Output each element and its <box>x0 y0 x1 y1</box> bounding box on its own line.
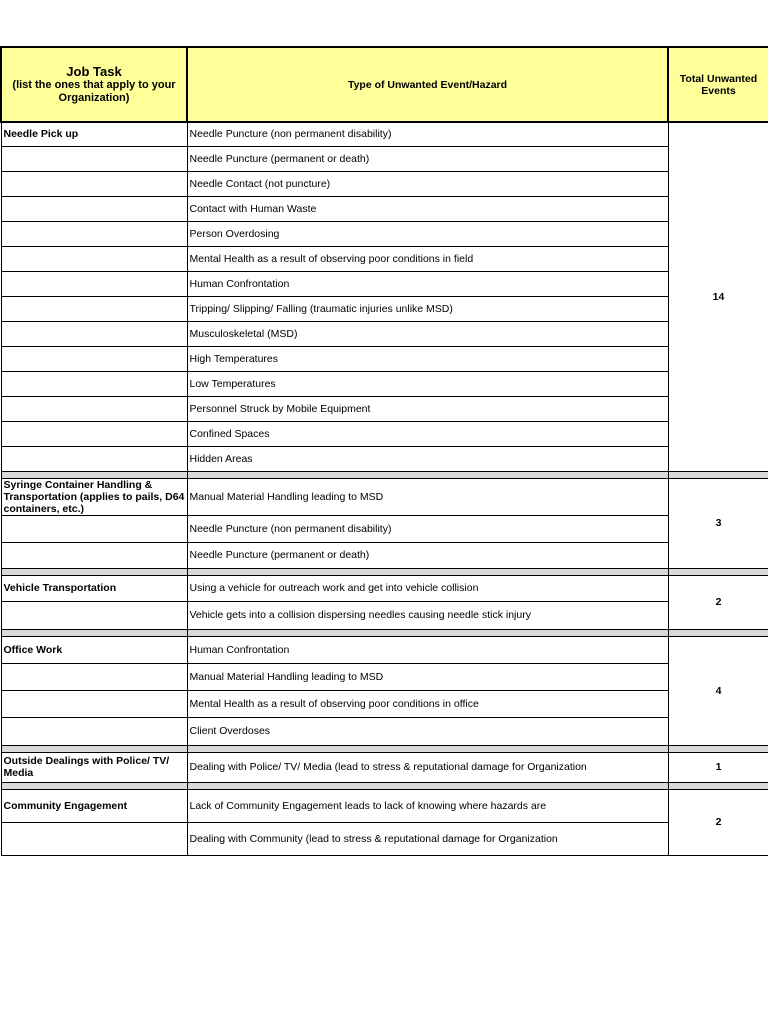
total-events-cell[interactable]: 14 <box>668 122 768 471</box>
job-task-cell[interactable]: Outside Dealings with Police/ TV/ Media <box>1 752 187 782</box>
table-row <box>1 822 768 855</box>
group-separator <box>1 745 768 752</box>
separator-cell <box>668 782 768 789</box>
table-row <box>1 321 768 346</box>
empty-job-task-cell[interactable] <box>1 196 187 221</box>
separator-cell <box>187 629 668 636</box>
hazard-cell[interactable]: Needle Contact (not puncture) <box>187 171 668 196</box>
job-task-title: Job Task <box>66 64 122 79</box>
empty-job-task-cell[interactable] <box>1 171 187 196</box>
separator-cell <box>187 568 668 575</box>
job-task-cell[interactable]: Community Engagement <box>1 789 187 822</box>
hazard-cell[interactable]: High Temperatures <box>187 346 668 371</box>
hazard-cell[interactable]: Hidden Areas <box>187 446 668 471</box>
empty-job-task-cell[interactable] <box>1 690 187 717</box>
table-row <box>1 446 768 471</box>
hazard-cell[interactable]: Dealing with Community (lead to stress & reputational damage for Organization <box>187 822 668 855</box>
table-row <box>1 271 768 296</box>
total-events-cell[interactable]: 4 <box>668 636 768 745</box>
hazard-header: Type of Unwanted Event/Hazard <box>187 47 668 122</box>
table-row <box>1 601 768 629</box>
hazard-cell[interactable]: Human Confrontation <box>187 636 668 663</box>
table-row <box>1 346 768 371</box>
empty-job-task-cell[interactable] <box>1 542 187 568</box>
job-task-cell[interactable]: Needle Pick up <box>1 122 187 146</box>
hazard-cell[interactable]: Mental Health as a result of observing poor conditions in field <box>187 246 668 271</box>
hazard-cell[interactable]: Dealing with Police/ TV/ Media (lead to stress & reputational damage for Organization <box>187 752 668 782</box>
separator-cell <box>187 745 668 752</box>
separator-cell <box>668 629 768 636</box>
hazard-cell[interactable]: Needle Puncture (permanent or death) <box>187 542 668 568</box>
empty-job-task-cell[interactable] <box>1 371 187 396</box>
separator-cell <box>1 782 187 789</box>
empty-job-task-cell[interactable] <box>1 271 187 296</box>
separator-cell <box>1 745 187 752</box>
table-row <box>1 515 768 542</box>
separator-cell <box>187 782 668 789</box>
empty-job-task-cell[interactable] <box>1 346 187 371</box>
table-row <box>1 690 768 717</box>
empty-job-task-cell[interactable] <box>1 396 187 421</box>
group-separator <box>1 782 768 789</box>
hazard-cell[interactable]: Using a vehicle for outreach work and get into vehicle collision <box>187 575 668 601</box>
separator-cell <box>1 471 187 478</box>
hazard-cell[interactable]: Musculoskeletal (MSD) <box>187 321 668 346</box>
table-row <box>1 296 768 321</box>
group-separator <box>1 629 768 636</box>
total-events-cell[interactable]: 1 <box>668 752 768 782</box>
table-row <box>1 122 768 146</box>
table-row <box>1 371 768 396</box>
table-row <box>1 221 768 246</box>
hazard-cell[interactable]: Tripping/ Slipping/ Falling (traumatic injuries unlike MSD) <box>187 296 668 321</box>
table-row <box>1 636 768 663</box>
table-row <box>1 146 768 171</box>
table-row <box>1 421 768 446</box>
separator-cell <box>1 568 187 575</box>
hazard-cell[interactable]: Needle Puncture (non permanent disability) <box>187 122 668 146</box>
job-task-cell[interactable]: Office Work <box>1 636 187 663</box>
total-events-cell[interactable]: 2 <box>668 789 768 855</box>
job-task-cell[interactable]: Syringe Container Handling & Transportation (applies to pails, D64 containers, etc.) <box>1 478 187 515</box>
empty-job-task-cell[interactable] <box>1 246 187 271</box>
table-row <box>1 752 768 782</box>
table-row <box>1 542 768 568</box>
table-row <box>1 171 768 196</box>
hazard-cell[interactable]: Needle Puncture (non permanent disability) <box>187 515 668 542</box>
hazard-cell[interactable]: Person Overdosing <box>187 221 668 246</box>
total-events-cell[interactable]: 2 <box>668 575 768 629</box>
empty-job-task-cell[interactable] <box>1 515 187 542</box>
header-row <box>1 47 768 122</box>
job-task-header <box>1 47 187 122</box>
group-separator <box>1 471 768 478</box>
hazard-cell[interactable]: Needle Puncture (permanent or death) <box>187 146 668 171</box>
empty-job-task-cell[interactable] <box>1 321 187 346</box>
empty-job-task-cell[interactable] <box>1 421 187 446</box>
hazard-cell[interactable]: Human Confrontation <box>187 271 668 296</box>
hazard-cell[interactable]: Manual Material Handling leading to MSD <box>187 663 668 690</box>
separator-cell <box>187 471 668 478</box>
separator-cell <box>1 629 187 636</box>
table-row <box>1 196 768 221</box>
empty-job-task-cell[interactable] <box>1 146 187 171</box>
hazard-cell[interactable]: Manual Material Handling leading to MSD <box>187 478 668 515</box>
empty-job-task-cell[interactable] <box>1 717 187 745</box>
table-row <box>1 396 768 421</box>
hazard-cell[interactable]: Low Temperatures <box>187 371 668 396</box>
table-row <box>1 575 768 601</box>
hazard-cell[interactable]: Vehicle gets into a collision dispersing needles causing needle stick injury <box>187 601 668 629</box>
hazard-cell[interactable]: Lack of Community Engagement leads to lack of knowing where hazards are <box>187 789 668 822</box>
total-header: Total Unwanted Events <box>668 47 768 122</box>
hazard-cell[interactable]: Mental Health as a result of observing poor conditions in office <box>187 690 668 717</box>
table-row <box>1 478 768 515</box>
table-row <box>1 717 768 745</box>
hazard-cell[interactable]: Contact with Human Waste <box>187 196 668 221</box>
table-row <box>1 246 768 271</box>
hazard-cell[interactable]: Personnel Struck by Mobile Equipment <box>187 396 668 421</box>
empty-job-task-cell[interactable] <box>1 601 187 629</box>
separator-cell <box>668 471 768 478</box>
empty-job-task-cell[interactable] <box>1 221 187 246</box>
empty-job-task-cell[interactable] <box>1 822 187 855</box>
separator-cell <box>668 745 768 752</box>
hazard-table <box>0 46 768 856</box>
group-separator <box>1 568 768 575</box>
empty-job-task-cell[interactable] <box>1 663 187 690</box>
hazard-cell[interactable]: Confined Spaces <box>187 421 668 446</box>
empty-job-task-cell[interactable] <box>1 296 187 321</box>
table-row <box>1 663 768 690</box>
job-task-cell[interactable]: Vehicle Transportation <box>1 575 187 601</box>
job-task-subtitle: (list the ones that apply to your Organization) <box>12 79 176 104</box>
total-events-cell[interactable]: 3 <box>668 478 768 568</box>
empty-job-task-cell[interactable] <box>1 446 187 471</box>
table-row <box>1 789 768 822</box>
separator-cell <box>668 568 768 575</box>
hazard-cell[interactable]: Client Overdoses <box>187 717 668 745</box>
